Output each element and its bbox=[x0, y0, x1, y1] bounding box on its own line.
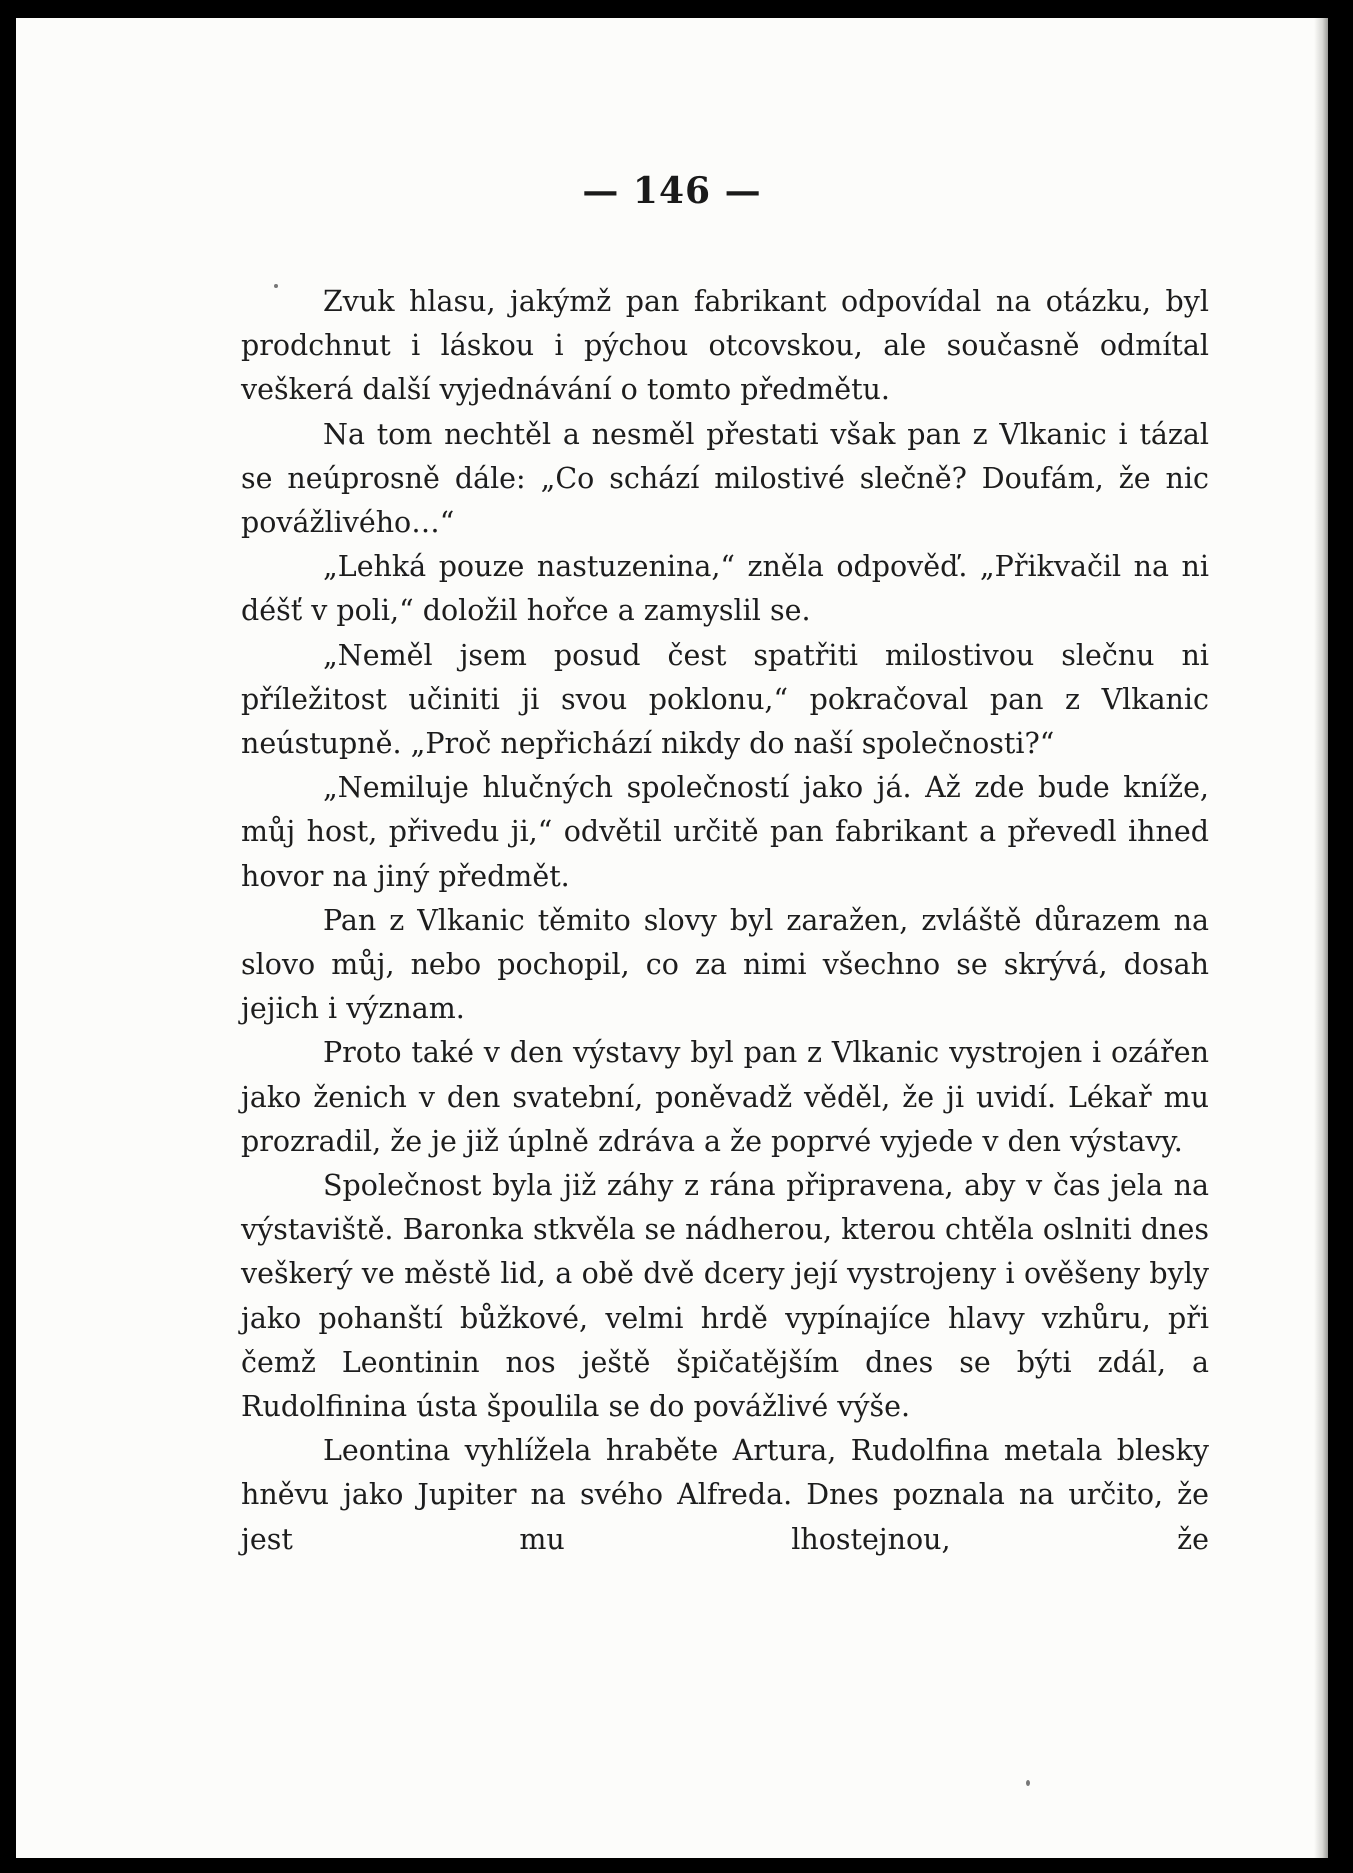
paragraph: Společnost byla již záhy z rána připravena, aby v čas jela na výstaviště. Baronka stkvěla se nádherou, kterou chtěla oslniti dnes veškerý ve městě lid, a obě dvě dcery její vystrojeny i ověšeny byly jako pohanští bůžkové, velmi hrdě vypínajíce hlavy vzhůru, při čemž Leontinin nos ještě špičatějším dnes se býti zdál, a Rudolfinina ústa špoulila se do povážlivé výše. bbox=[241, 1169, 1209, 1424]
paragraph: Pan z Vlkanic těmito slovy byl zaražen, zvláště důrazem na slovo můj, nebo pochopil, co za nimi všechno se skrývá, dosah jejich i význam. bbox=[241, 903, 1209, 1026]
book-page bbox=[16, 18, 1328, 1858]
paragraph: „Nemiluje hlučných společností jako já. Až zde bude kníže, můj host, přivedu ji,“ odvětil určitě pan fabrikant a převedl ihned hovor na jiný předmět. bbox=[241, 771, 1209, 893]
print-speck bbox=[1026, 1780, 1030, 1786]
paragraph: Na tom nechtěl a nesměl přestati však pan z Vlkanic i tázal se neúprosně dále: „Co schází milostivé slečně? Doufám, že nic povážlivého…“ bbox=[241, 417, 1209, 540]
paragraph: Proto také v den výstavy byl pan z Vlkanic vystrojen i ozářen jako ženich v den svatební, poněvadž věděl, že ji uvidí. Lékař mu prozradil, že je již úplně zdráva a že poprvé vyjede v den výstavy. bbox=[241, 1036, 1209, 1158]
paragraph: „Neměl jsem posud čest spatřiti milostivou slečnu ni příležitost učiniti ji svou poklonu,“ pokračoval pan z Vlkanic neústupně. „Proč nepřichází nikdy do naší společnosti?“ bbox=[241, 638, 1209, 761]
page-edge-shadow bbox=[1314, 18, 1328, 1858]
page-body-text bbox=[241, 280, 1209, 1562]
paragraph: Leontina vyhlížela hraběte Artura, Rudolfina metala blesky hněvu jako Jupiter na svého Alfreda. Dnes poznala na určito, že jest mu lhostejnou, že bbox=[241, 1434, 1209, 1556]
page-number: — 146 — bbox=[582, 170, 762, 212]
paragraph: Zvuk hlasu, jakýmž pan fabrikant odpovídal na otázku, byl prodchnut i láskou i pýchou otcovskou, ale současně odmítal veškerá další vyjednávání o tomto předmětu. bbox=[241, 285, 1209, 407]
print-speck bbox=[274, 284, 278, 288]
paragraph: „Lehká pouze nastuzenina,“ zněla odpověď. „Přikvačil na ni déšť v poli,“ doložil hořce a zamyslil se. bbox=[241, 550, 1209, 628]
